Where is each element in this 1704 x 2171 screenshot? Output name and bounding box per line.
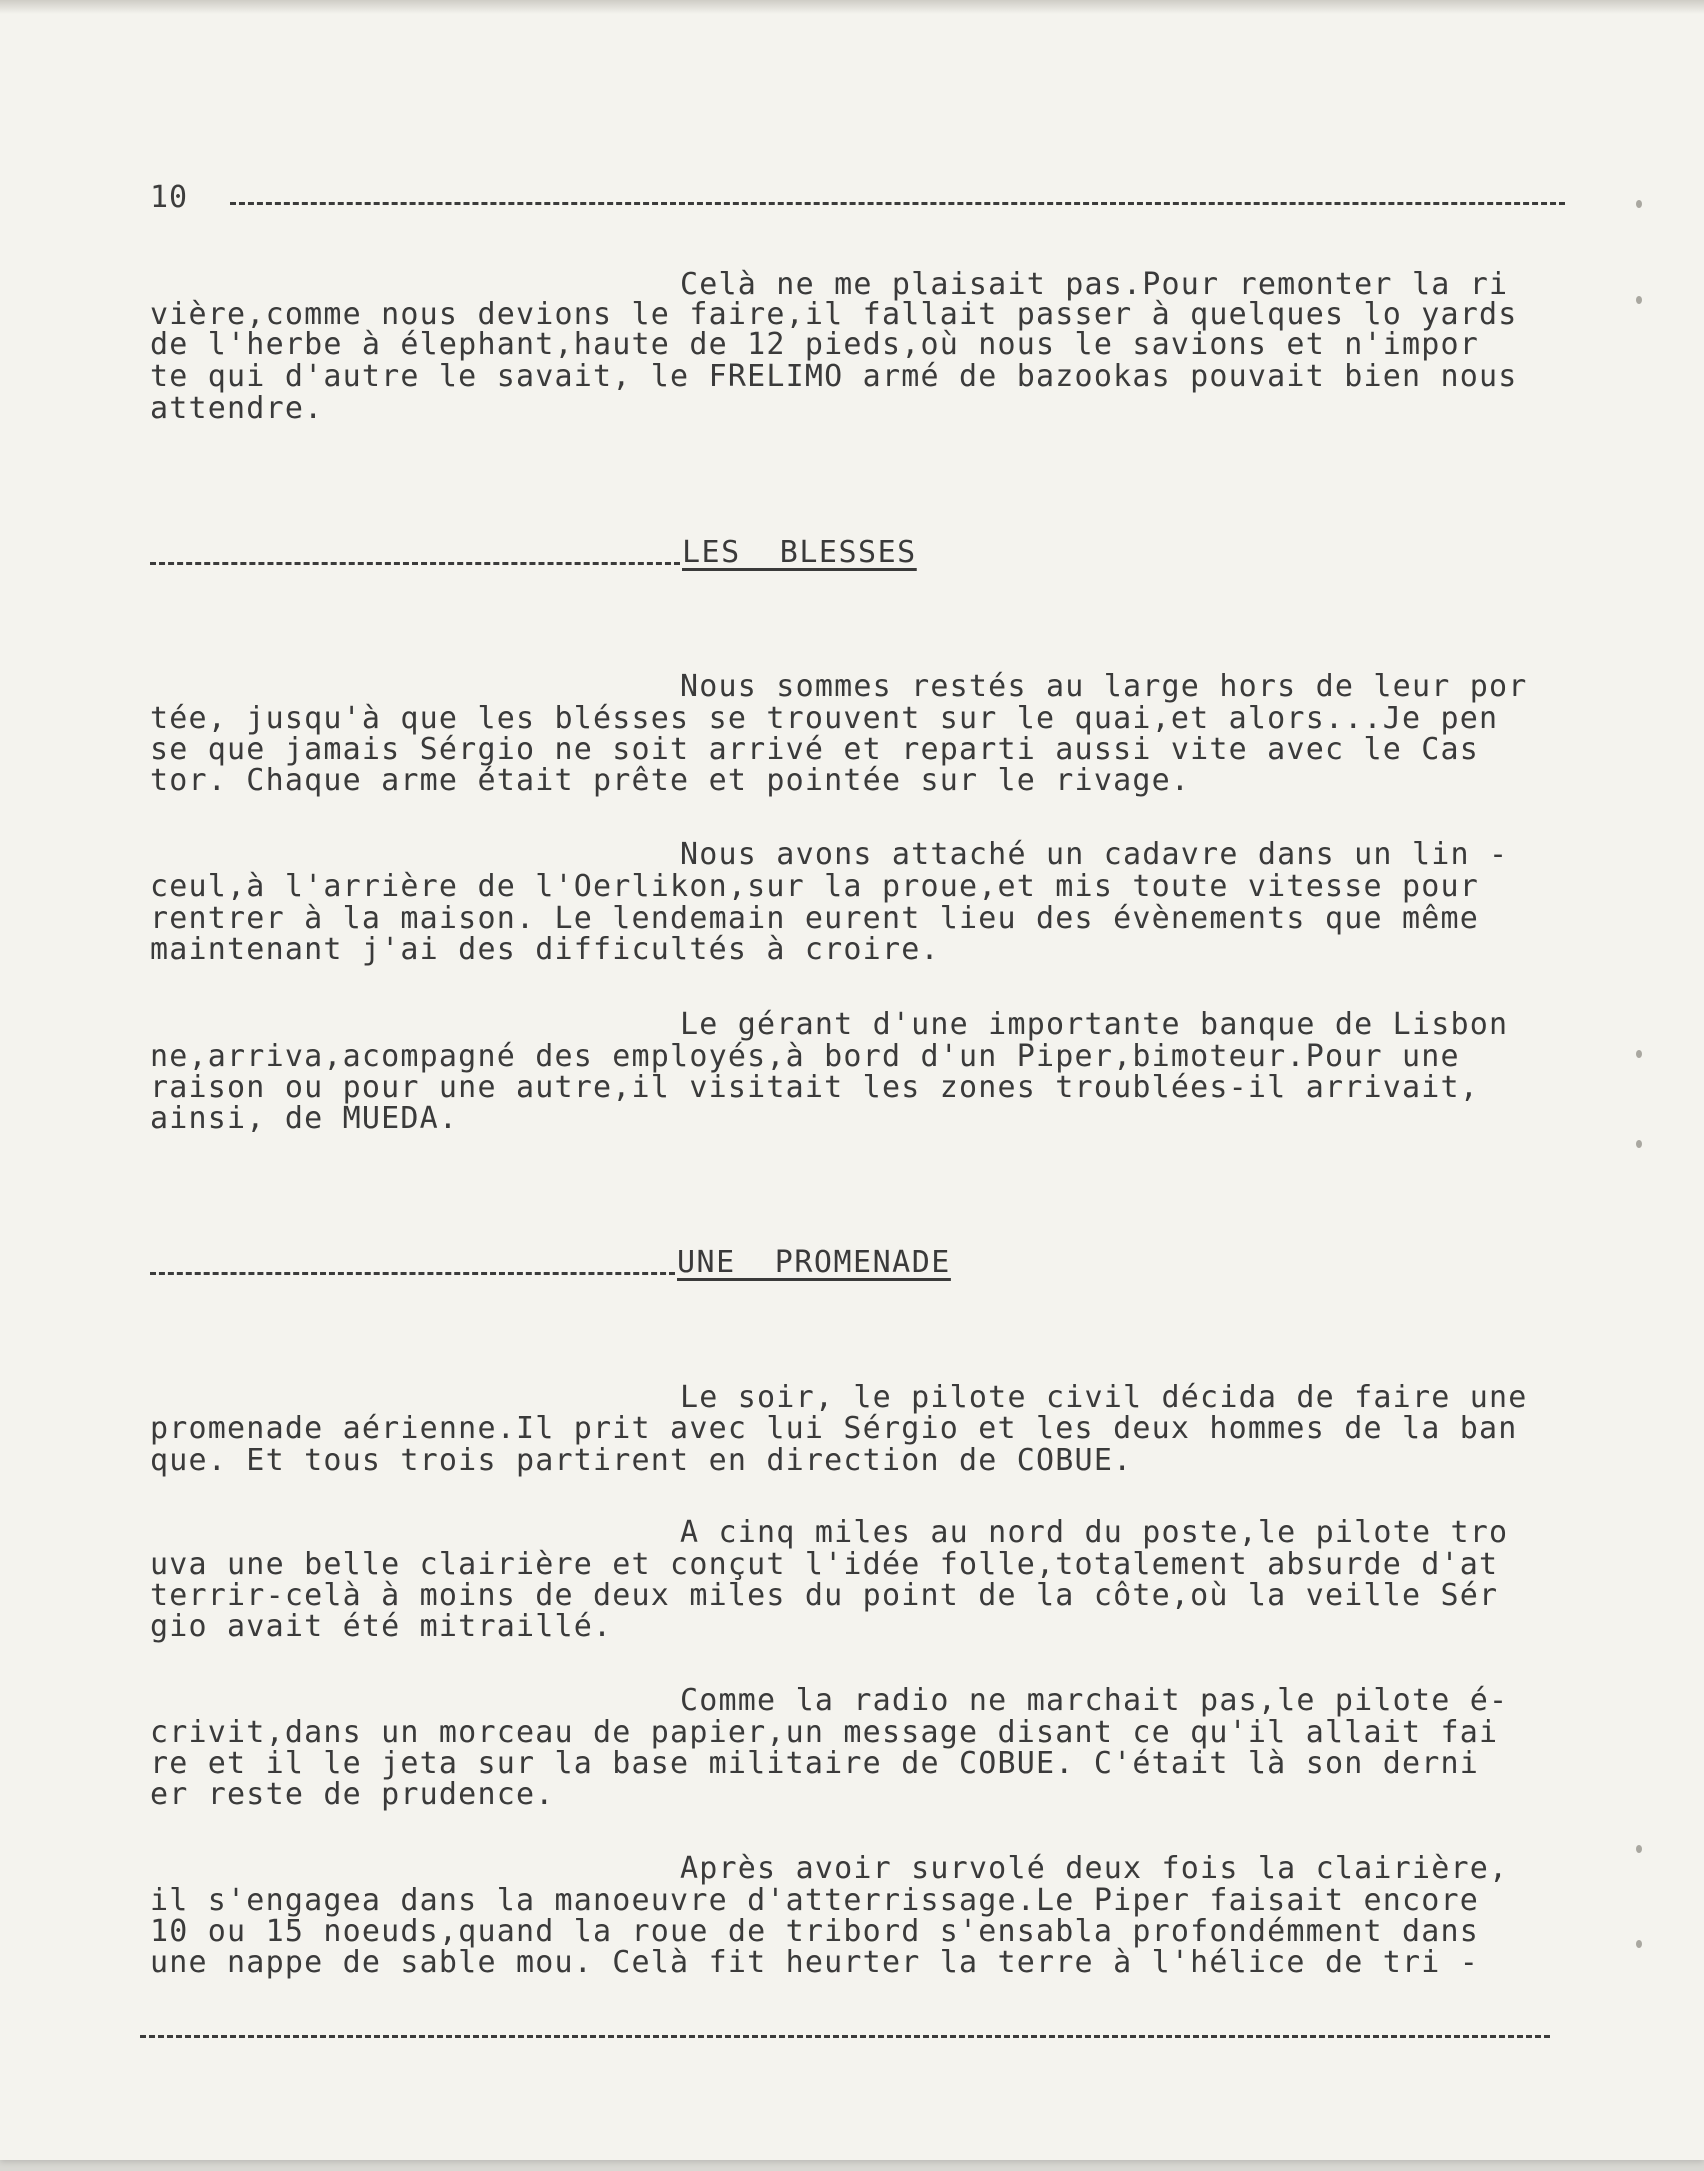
margin-mark xyxy=(1636,200,1642,208)
text-line: terrir-celà à moins de deux miles du point de la côte,où la veille Sér xyxy=(150,1578,1499,1613)
text-line: Comme la radio ne marchait pas,le pilote é- xyxy=(680,1683,1509,1718)
text-line: crivit,dans un morceau de papier,un message disant ce qu'il allait fai xyxy=(150,1715,1499,1750)
section-rule xyxy=(150,1272,675,1275)
text-line: gio avait été mitraillé. xyxy=(150,1609,613,1644)
margin-mark xyxy=(1636,1940,1642,1948)
page-top-edge xyxy=(0,0,1704,14)
margin-mark xyxy=(1636,1845,1642,1853)
text-line: attendre. xyxy=(150,391,324,426)
text-line: de l'herbe à élephant,haute de 12 pieds,où nous le savions et n'impor xyxy=(150,327,1480,362)
text-line: ainsi, de MUEDA. xyxy=(150,1101,459,1136)
text-line: re et il le jeta sur la base militaire de COBUE. C'était là son derni xyxy=(150,1746,1480,1781)
text-line: uva une belle clairière et conçut l'idée folle,totalement absurde d'at xyxy=(150,1547,1499,1582)
text-line: Nous sommes restés au large hors de leur por xyxy=(680,669,1528,704)
page-number: 10 xyxy=(150,180,189,215)
footer-rule xyxy=(140,2035,1550,2038)
margin-mark xyxy=(1636,296,1642,304)
text-line: Après avoir survolé deux fois la clairière, xyxy=(680,1851,1509,1886)
text-line: Le soir, le pilote civil décida de faire une xyxy=(680,1380,1528,1415)
section-title-blesses: LES BLESSES xyxy=(682,535,917,570)
header-rule xyxy=(230,202,1565,205)
text-line: rentrer à la maison. Le lendemain eurent lieu des évènements que même xyxy=(150,901,1480,936)
text-line: raison ou pour une autre,il visitait les zones troublées-il arrivait, xyxy=(150,1070,1480,1105)
text-line: promenade aérienne.Il prit avec lui Sérgio et les deux hommes de la ban xyxy=(150,1411,1518,1446)
text-line: vière,comme nous devions le faire,il fallait passer à quelques lo yards xyxy=(150,297,1518,332)
text-line: Le gérant d'une importante banque de Lisbon xyxy=(680,1007,1509,1042)
text-line: il s'engagea dans la manoeuvre d'atterrissage.Le Piper faisait encore xyxy=(150,1883,1480,1918)
text-line: ceul,à l'arrière de l'Oerlikon,sur la proue,et mis toute vitesse pour xyxy=(150,869,1480,904)
margin-mark xyxy=(1636,1140,1642,1148)
text-line: Nous avons attaché un cadavre dans un lin - xyxy=(680,837,1509,872)
text-line: maintenant j'ai des difficultés à croire. xyxy=(150,932,940,967)
text-line: er reste de prudence. xyxy=(150,1777,555,1812)
text-line: se que jamais Sérgio ne soit arrivé et reparti aussi vite avec le Cas xyxy=(150,732,1480,767)
section-rule xyxy=(150,562,680,565)
text-line: Celà ne me plaisait pas.Pour remonter la ri xyxy=(680,267,1509,302)
text-line: que. Et tous trois partirent en direction de COBUE. xyxy=(150,1443,1133,1478)
text-line: 10 ou 15 noeuds,quand la roue de tribord s'ensabla profondémment dans xyxy=(150,1914,1480,1949)
section-title-promenade: UNE PROMENADE xyxy=(677,1245,951,1280)
margin-mark xyxy=(1636,1050,1642,1058)
text-line: ne,arriva,acompagné des employés,à bord d'un Piper,bimoteur.Pour une xyxy=(150,1039,1460,1074)
text-line: A cinq miles au nord du poste,le pilote tro xyxy=(680,1515,1509,1550)
text-line: tor. Chaque arme était prête et pointée sur le rivage. xyxy=(150,763,1191,798)
text-line: tée, jusqu'à que les blésses se trouvent sur le quai,et alors...Je pen xyxy=(150,701,1499,736)
text-line: te qui d'autre le savait, le FRELIMO armé de bazookas pouvait bien nous xyxy=(150,359,1518,394)
text-line: une nappe de sable mou. Celà fit heurter la terre à l'hélice de tri - xyxy=(150,1945,1480,1980)
